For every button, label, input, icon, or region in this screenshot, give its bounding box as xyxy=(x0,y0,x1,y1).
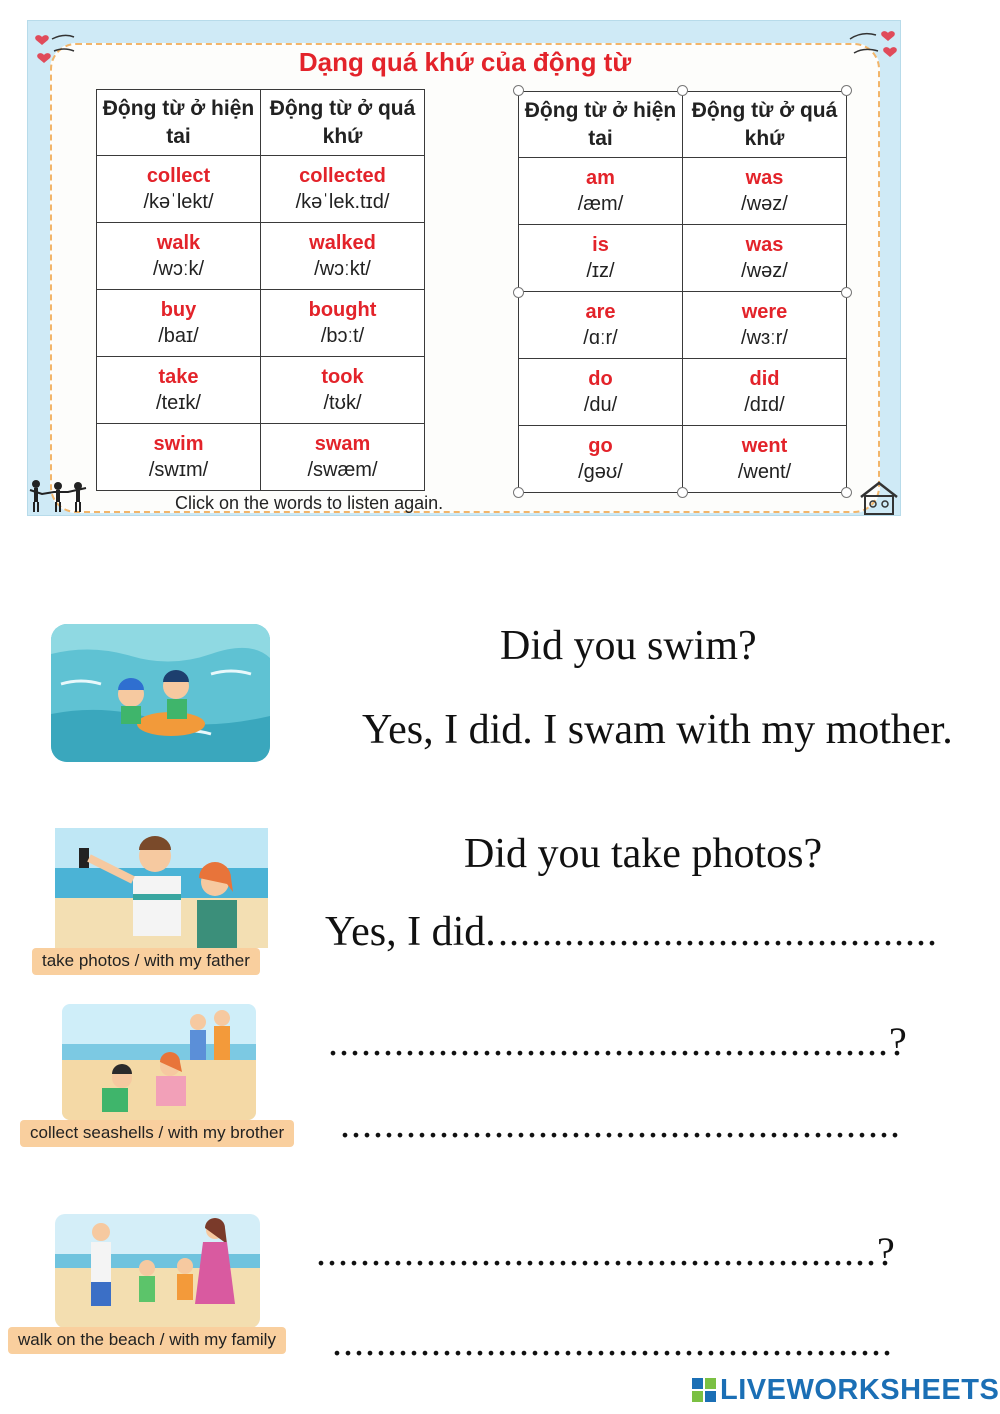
verb-word[interactable]: am xyxy=(586,167,615,189)
verb-cell[interactable] xyxy=(683,426,847,493)
verb-cell[interactable] xyxy=(97,223,261,290)
header-past: Động từ ở quá khứ xyxy=(261,90,425,156)
verb-cell[interactable] xyxy=(519,359,683,426)
verb-cell[interactable] xyxy=(683,292,847,359)
verb-table-left xyxy=(96,89,425,491)
answer-2-blank[interactable]: ........................................ xyxy=(498,909,938,954)
resize-handle[interactable] xyxy=(677,85,688,96)
verb-word[interactable]: was xyxy=(745,167,784,189)
verb-cell[interactable] xyxy=(97,156,261,223)
verb-ipa: /ɪz/ xyxy=(586,260,615,282)
question-1: Did you swim? xyxy=(500,623,757,669)
resize-handle[interactable] xyxy=(513,487,524,498)
verb-ipa: /baɪ/ xyxy=(158,325,199,347)
verb-word[interactable]: go xyxy=(588,435,613,457)
verb-cell[interactable] xyxy=(519,158,683,225)
verb-cell[interactable] xyxy=(519,225,683,292)
table-row xyxy=(97,357,425,424)
verb-ipa: /went/ xyxy=(737,461,792,483)
table-row xyxy=(519,158,847,225)
verb-ipa: /wəz/ xyxy=(741,193,788,215)
answer-3-blank[interactable]: ................................................... xyxy=(340,1101,901,1146)
verb-table-right xyxy=(518,91,847,493)
verb-ipa: /wɔːk/ xyxy=(152,258,205,280)
verb-word[interactable]: buy xyxy=(160,299,197,321)
verb-cell[interactable] xyxy=(261,424,425,491)
table-row xyxy=(519,225,847,292)
verb-ipa: /ɡəʊ/ xyxy=(578,461,623,483)
header-past: Động từ ở quá khứ xyxy=(683,92,847,158)
answer-4-blank[interactable]: ................................................... xyxy=(332,1319,893,1364)
verb-cell[interactable] xyxy=(683,359,847,426)
verb-cell[interactable] xyxy=(261,223,425,290)
table-header-row xyxy=(519,92,847,158)
table-row xyxy=(97,424,425,491)
verb-ipa: /kəˈlekt/ xyxy=(143,191,214,213)
table-row xyxy=(97,156,425,223)
header-present: Động từ ở hiện tai xyxy=(519,92,683,158)
resize-handle[interactable] xyxy=(841,487,852,498)
banner-title: Dạng quá khứ của động từ xyxy=(298,47,632,77)
listen-hint: Click on the words to listen again. xyxy=(175,493,444,513)
verb-word[interactable]: swam xyxy=(314,433,371,455)
verb-word[interactable]: are xyxy=(585,301,616,323)
verb-word[interactable]: went xyxy=(741,435,788,457)
verb-ipa: /ɑːr/ xyxy=(583,327,618,349)
verb-word[interactable]: take xyxy=(158,366,199,388)
verb-cell[interactable] xyxy=(97,290,261,357)
verb-cell[interactable] xyxy=(683,158,847,225)
resize-handle[interactable] xyxy=(677,487,688,498)
verb-word[interactable]: is xyxy=(592,234,609,256)
verb-word[interactable]: did xyxy=(749,368,780,390)
table-row xyxy=(519,359,847,426)
hearts-decoration-right xyxy=(848,23,900,65)
verb-cell[interactable] xyxy=(519,292,683,359)
verb-ipa: /wɜːr/ xyxy=(741,327,788,349)
verb-ipa: /wɔːkt/ xyxy=(314,258,371,280)
verb-ipa: /kəˈlek.tɪd/ xyxy=(295,191,390,213)
liveworksheets-logo-icon xyxy=(692,1378,716,1402)
question-2: Did you take photos? xyxy=(464,831,823,877)
verb-ipa: /dɪd/ xyxy=(744,394,785,416)
verb-word[interactable]: walk xyxy=(156,232,201,254)
verb-ipa: /swæm/ xyxy=(307,459,378,481)
table-row xyxy=(519,426,847,493)
answer-2-prefix: Yes, I did. xyxy=(325,909,496,955)
verb-cell[interactable] xyxy=(261,156,425,223)
verb-ipa: /æm/ xyxy=(577,193,624,215)
header-present: Động từ ở hiện tai xyxy=(97,90,261,156)
resize-handle[interactable] xyxy=(513,85,524,96)
table-row xyxy=(519,292,847,359)
question-4-blank[interactable]: ...................................................? xyxy=(316,1229,896,1274)
verb-ipa: /wəz/ xyxy=(741,260,788,282)
verb-word[interactable]: swim xyxy=(153,433,204,455)
verb-word[interactable]: collected xyxy=(299,165,386,187)
verb-word[interactable]: took xyxy=(321,366,364,388)
verb-ipa: /tʊk/ xyxy=(323,392,362,414)
verb-ipa: /swɪm/ xyxy=(148,459,209,481)
table-row xyxy=(97,223,425,290)
table-row xyxy=(97,290,425,357)
answer-1: Yes, I did. I swam with my mother. xyxy=(362,707,953,753)
verb-cell[interactable] xyxy=(97,357,261,424)
caption-collect-seashells: collect seashells / with my brother xyxy=(20,1120,294,1147)
verb-ipa: /du/ xyxy=(583,394,618,416)
photo-picture xyxy=(55,828,268,948)
beach-walk-picture xyxy=(55,1214,260,1328)
verb-word[interactable]: was xyxy=(745,234,784,256)
home-icon[interactable] xyxy=(858,480,900,516)
resize-handle[interactable] xyxy=(513,287,524,298)
table-header-row xyxy=(97,90,425,156)
question-3-blank[interactable]: ...................................................? xyxy=(328,1019,908,1064)
grammar-banner xyxy=(27,20,901,516)
verb-ipa: /teɪk/ xyxy=(156,392,201,414)
people-icon xyxy=(28,478,92,514)
verb-word[interactable]: were xyxy=(741,301,788,323)
verb-cell[interactable] xyxy=(261,357,425,424)
hearts-decoration-left xyxy=(32,25,76,67)
verb-word[interactable]: bought xyxy=(308,299,377,321)
verb-cell[interactable] xyxy=(97,424,261,491)
liveworksheets-brand: LIVEWORKSHEETS xyxy=(720,1374,1000,1406)
verb-cell[interactable] xyxy=(519,426,683,493)
resize-handle[interactable] xyxy=(841,85,852,96)
swimming-picture xyxy=(51,624,270,762)
caption-take-photos: take photos / with my father xyxy=(32,948,260,975)
verb-ipa: /bɔːt/ xyxy=(320,325,365,347)
verb-word[interactable]: walked xyxy=(309,232,376,254)
caption-walk-beach: walk on the beach / with my family xyxy=(8,1327,286,1354)
verb-word[interactable]: collect xyxy=(146,165,211,187)
verb-word[interactable]: do xyxy=(588,368,613,390)
verb-cell[interactable] xyxy=(683,225,847,292)
resize-handle[interactable] xyxy=(841,287,852,298)
verb-cell[interactable] xyxy=(261,290,425,357)
seashells-picture xyxy=(62,1004,256,1120)
